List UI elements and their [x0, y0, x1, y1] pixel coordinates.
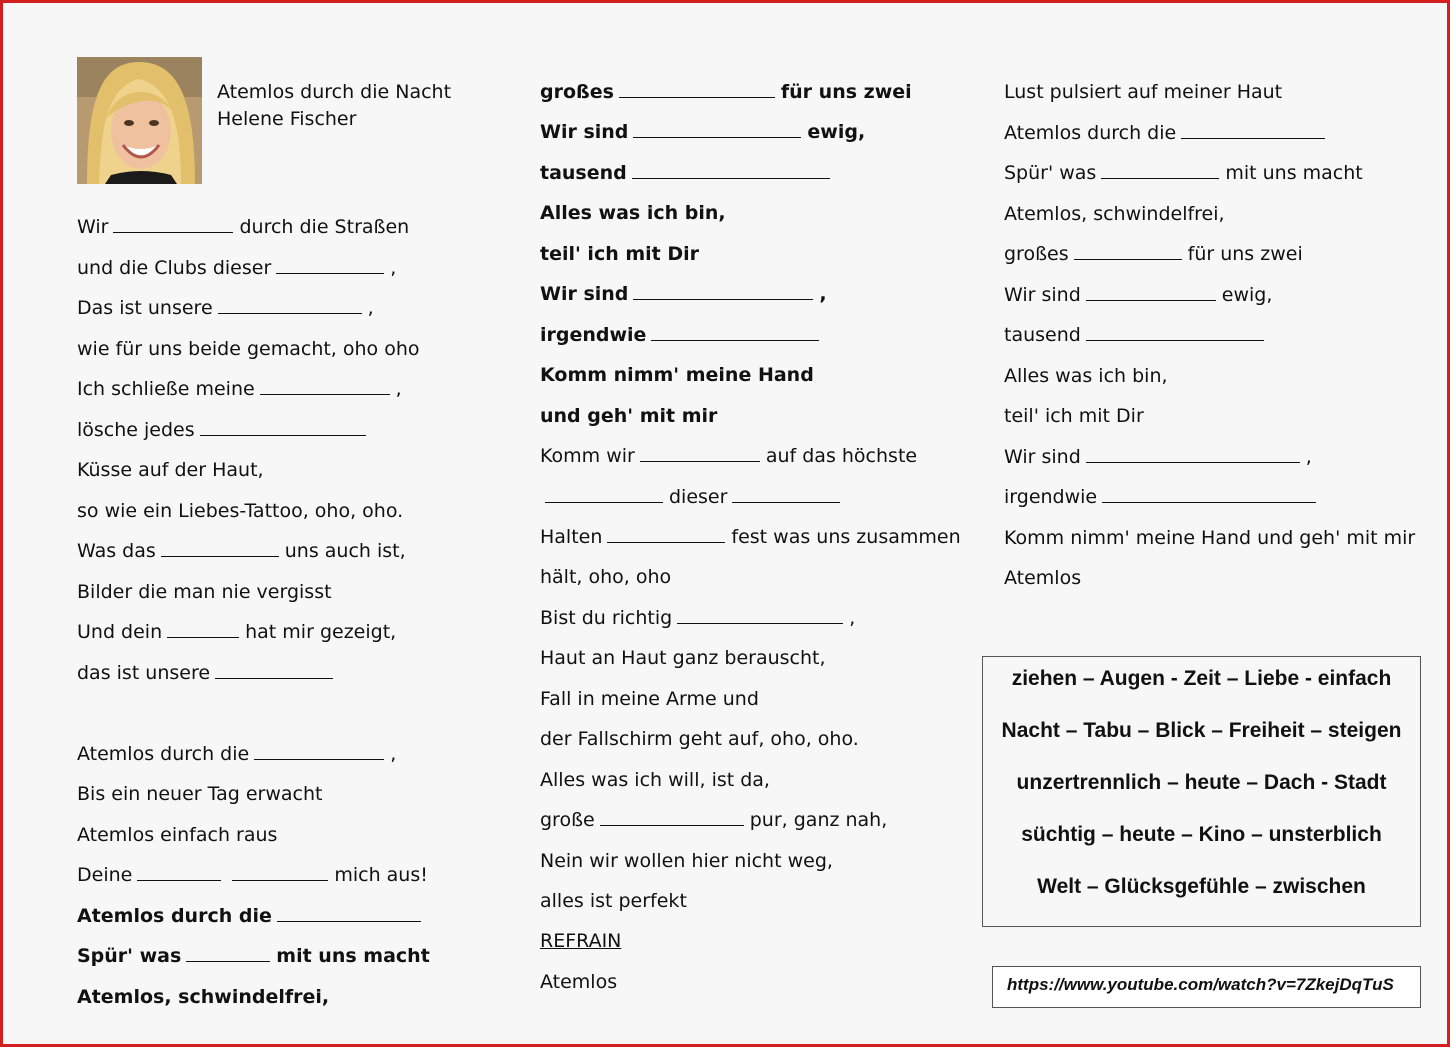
lyric-text: fest was uns zusammen	[731, 525, 961, 548]
blank-line	[200, 434, 366, 436]
lyric-text: Nein wir wollen hier nicht weg,	[540, 849, 833, 872]
blank-line	[232, 879, 328, 881]
lyric-line	[77, 377, 402, 401]
lyric-text: Alles was ich will, ist da,	[540, 768, 770, 791]
blank-line	[218, 312, 362, 314]
lyric-text: alles ist perfekt	[540, 890, 687, 912]
lyric-text: Das ist unsere	[77, 297, 213, 319]
lyric-text: lösche jedes	[77, 418, 195, 441]
lyric-text: ,	[390, 742, 397, 765]
blank-line	[545, 501, 663, 503]
lyric-line	[77, 944, 430, 968]
lyric-line	[1004, 202, 1225, 226]
lyric-text: Wir	[77, 216, 109, 238]
lyric-line	[1004, 566, 1081, 590]
blank-line	[632, 177, 830, 179]
lyric-text: Spür' was	[1004, 162, 1097, 184]
lyric-line	[77, 418, 372, 442]
lyric-text: so wie ein Liebes-Tattoo, oho, oho.	[77, 499, 404, 522]
lyric-text: Wir sind	[1004, 283, 1081, 306]
lyric-text: Alles was ich bin,	[1004, 364, 1168, 387]
blank-line	[186, 960, 270, 962]
lyric-line	[1004, 485, 1322, 509]
lyric-text: hält, oho, oho	[540, 566, 672, 589]
blank-line	[276, 272, 384, 274]
blank-line	[732, 501, 840, 503]
lyric-line	[77, 296, 374, 320]
lyric-line	[77, 539, 406, 563]
blank-line	[607, 541, 725, 543]
lyric-text: Wir sind	[540, 283, 629, 306]
blank-line	[633, 136, 801, 138]
lyric-line	[1004, 283, 1272, 307]
lyric-text: uns auch ist,	[284, 540, 406, 562]
lyric-text: Haut an Haut ganz berauscht,	[540, 647, 826, 670]
lyric-line	[77, 823, 277, 847]
artist-name: Helene Fischer	[217, 108, 357, 130]
word-bank-row: süchtig – heute – Kino – unsterblich	[1021, 823, 1382, 846]
blank-line	[215, 677, 333, 679]
blank-line	[1086, 299, 1216, 301]
lyric-line	[77, 337, 420, 361]
blank-line	[137, 879, 221, 881]
lyric-line	[77, 256, 396, 280]
blank-line	[161, 555, 279, 557]
lyric-text: irgendwie	[540, 323, 647, 346]
lyric-text: pur, ganz nah,	[749, 809, 888, 832]
lyric-line	[540, 323, 825, 347]
word-bank-row: ziehen – Augen - Zeit – Liebe - einfach	[1011, 667, 1392, 690]
lyric-line	[1004, 526, 1415, 550]
lyric-text: Atemlos durch die	[77, 904, 272, 927]
lyric-line	[1004, 161, 1363, 185]
blank-line	[1086, 339, 1264, 341]
lyric-line	[540, 80, 912, 104]
blank-line	[1086, 461, 1300, 463]
lyric-text: Wir sind	[540, 121, 629, 144]
lyric-text: Atemlos durch die	[77, 742, 250, 765]
lyric-line	[540, 161, 836, 185]
lyric-line	[540, 727, 859, 751]
word-bank	[982, 656, 1421, 927]
lyric-text: Bilder die man nie vergisst	[77, 580, 332, 603]
lyric-text: Halten	[540, 525, 603, 548]
lyric-text: ,	[367, 297, 374, 319]
lyric-line	[540, 646, 826, 670]
lyric-line	[77, 904, 427, 928]
lyric-line	[540, 970, 617, 994]
lyric-text: Atemlos, schwindelfrei,	[77, 985, 330, 1008]
lyric-line	[540, 889, 687, 913]
blank-line	[1074, 258, 1182, 260]
song-title: Atemlos durch die Nacht	[217, 81, 452, 103]
lyric-text: irgendwie	[1004, 486, 1098, 508]
lyric-text: ewig,	[1221, 283, 1273, 306]
artist-photo	[77, 57, 202, 184]
lyric-text: und die Clubs dieser	[77, 256, 272, 279]
lyric-line	[1004, 404, 1144, 428]
blank-line	[254, 758, 384, 760]
lyric-text: ,	[819, 283, 827, 306]
lyric-text: tausend	[1004, 324, 1081, 346]
lyric-line	[77, 863, 428, 887]
lyric-text: Atemlos, schwindelfrei,	[1004, 202, 1225, 225]
word-bank-row: Welt – Glücksgefühle – zwischen	[1037, 875, 1366, 898]
lyric-text: Bist du richtig	[540, 606, 673, 629]
lyric-line	[540, 606, 855, 630]
lyric-line	[540, 808, 887, 832]
youtube-link[interactable]: https://www.youtube.com/watch?v=7ZkejDqTuS	[992, 966, 1421, 1008]
lyric-text: REFRAIN	[540, 930, 622, 953]
lyric-line	[77, 580, 332, 604]
lyric-text: wie für uns beide gemacht, oho oho	[77, 337, 420, 360]
blank-line	[619, 96, 775, 98]
lyric-line	[540, 485, 846, 509]
lyric-text: Komm nimm' meine Hand und geh' mit mir	[1004, 526, 1416, 549]
lyric-text: ewig,	[807, 121, 866, 144]
lyric-line	[540, 525, 961, 549]
lyric-text: der Fallschirm geht auf, oho, oho.	[540, 728, 859, 751]
lyric-line	[77, 620, 396, 644]
lyric-line	[540, 929, 621, 953]
blank-line	[600, 824, 744, 826]
lyric-text: großes	[1004, 243, 1069, 265]
lyric-line	[540, 282, 827, 306]
lyric-text: tausend	[540, 161, 627, 184]
lyric-line	[540, 120, 865, 144]
lyric-text: Atemlos	[540, 970, 618, 993]
lyric-line	[1004, 323, 1270, 347]
lyric-line	[77, 782, 322, 806]
lyric-text: mich aus!	[334, 864, 428, 886]
lyric-line	[1004, 445, 1312, 469]
lyric-text: großes	[540, 81, 614, 103]
lyric-text: teil' ich mit Dir	[1004, 405, 1144, 427]
blank-line	[113, 231, 233, 233]
word-bank-row: Nacht – Tabu – Blick – Freiheit – steigen	[1001, 719, 1402, 742]
lyric-text: Atemlos	[1004, 567, 1082, 589]
lyric-text: mit uns macht	[276, 945, 430, 967]
blank-line	[277, 920, 421, 922]
lyric-line	[77, 215, 409, 239]
lyric-text: ,	[395, 378, 402, 400]
blank-line	[1181, 137, 1325, 139]
lyric-text: ,	[1305, 445, 1312, 468]
lyric-line	[1004, 364, 1168, 388]
lyric-text: auf das höchste	[765, 445, 918, 468]
lyric-text: dieser	[669, 485, 728, 508]
blank-line	[260, 393, 390, 395]
lyric-line	[1004, 121, 1331, 145]
lyric-text: Wir sind	[1004, 445, 1081, 468]
lyric-line	[540, 242, 699, 266]
lyric-line	[540, 404, 717, 428]
lyric-text: und geh' mit mir	[540, 404, 718, 427]
lyric-text: ,	[390, 256, 397, 279]
blank-line	[167, 636, 239, 638]
lyric-line	[540, 768, 770, 792]
lyric-line	[540, 565, 671, 589]
lyric-line	[540, 201, 726, 225]
lyric-text: Was das	[77, 540, 156, 562]
lyric-text: Und dein	[77, 621, 163, 643]
song-header	[217, 79, 451, 133]
lyric-text: für uns zwei	[1187, 243, 1303, 265]
lyric-line	[540, 444, 917, 468]
lyric-line	[77, 661, 339, 685]
lyric-text: Ich schließe meine	[77, 378, 255, 400]
lyric-text: Alles was ich bin,	[540, 202, 726, 225]
blank-line	[1101, 177, 1219, 179]
blank-line	[651, 339, 819, 341]
lyric-line	[540, 849, 833, 873]
blank-line	[640, 460, 760, 462]
lyric-line	[77, 499, 403, 523]
lyric-line	[1004, 242, 1303, 266]
lyric-text: Spür' was	[77, 945, 182, 967]
lyric-text: ,	[849, 606, 856, 629]
lyric-line	[540, 687, 759, 711]
lyric-text: Lust pulsiert auf meiner Haut	[1004, 81, 1283, 103]
lyric-text: hat mir gezeigt,	[245, 621, 397, 643]
lyric-text: Fall in meine Arme und	[540, 687, 759, 710]
lyric-text: mit uns macht	[1225, 162, 1363, 184]
lyric-line	[77, 458, 264, 482]
lyric-text: durch die Straßen	[239, 216, 410, 238]
lyric-text: für uns zwei	[780, 81, 912, 103]
lyric-text: Atemlos einfach raus	[77, 823, 278, 846]
lyric-line	[1004, 80, 1282, 104]
blank-line	[677, 622, 843, 624]
lyric-line	[540, 363, 814, 387]
word-bank-row: unzertrennlich – heute – Dach - Stadt	[1016, 771, 1387, 794]
lyric-text: teil' ich mit Dir	[540, 242, 700, 265]
lyric-text: das ist unsere	[77, 661, 211, 684]
lyric-line	[77, 742, 396, 766]
lyric-text: Komm nimm' meine Hand	[540, 364, 814, 387]
blank-line	[633, 298, 813, 300]
lyric-text: Atemlos durch die	[1004, 121, 1177, 144]
lyric-text: Deine	[77, 864, 133, 886]
lyric-line	[77, 985, 329, 1009]
lyric-text: Bis ein neuer Tag erwacht	[77, 783, 323, 805]
lyric-text: Komm wir	[540, 445, 635, 468]
lyric-text: große	[540, 809, 595, 832]
blank-line	[1102, 501, 1316, 503]
lyric-text: Küsse auf der Haut,	[77, 459, 264, 481]
